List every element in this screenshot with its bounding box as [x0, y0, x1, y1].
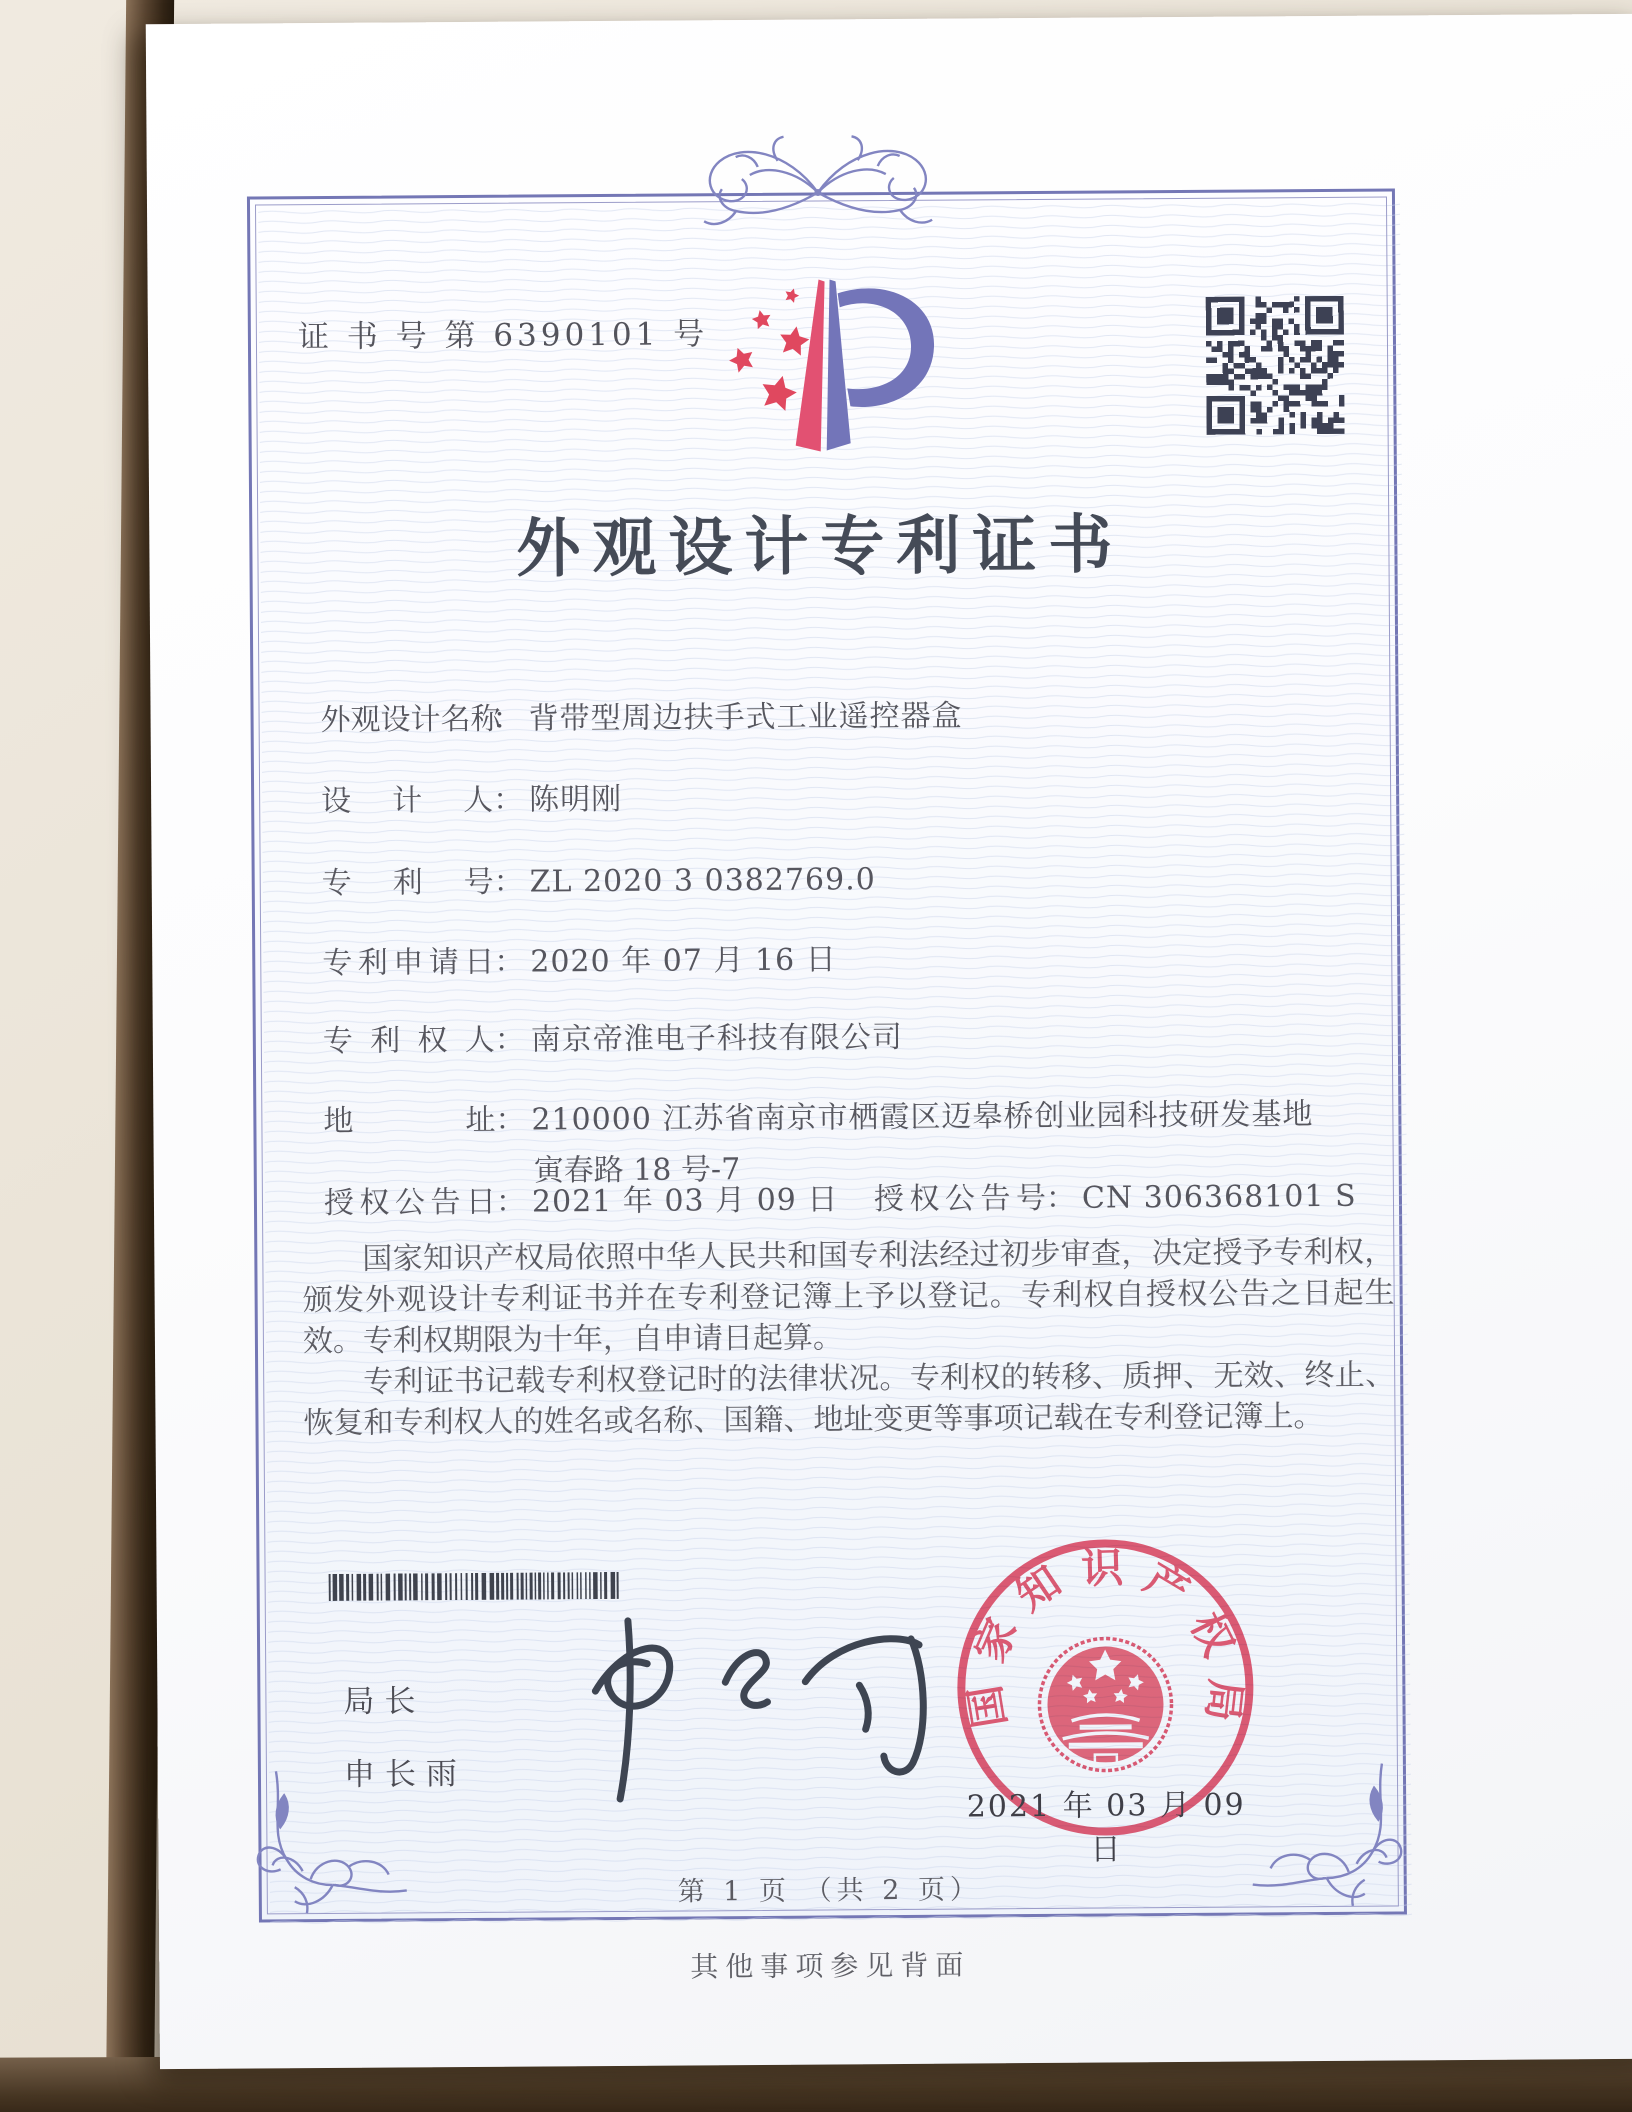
certificate-paper	[146, 14, 1632, 2069]
commissioner-name: 申长雨	[343, 1756, 468, 1793]
field-patentee: 专 利 权 人 ： 南京帝淮电子科技有限公司	[323, 1012, 903, 1060]
field-grant-row	[323, 1174, 1357, 1222]
field-address-line2: 寅春路 18 号-7	[533, 1152, 741, 1189]
commissioner-title: 局长	[343, 1683, 426, 1720]
field-value: CN 306368101 S	[1081, 1178, 1357, 1216]
certificate-title: 外观设计专利证书	[516, 507, 1125, 587]
field-grant-number: 授 权 公 告 号 ： CN 306368101 S	[874, 1171, 1357, 1218]
field-value: 2021 年 03 月 09 日	[531, 1182, 839, 1220]
handwritten-signature	[507, 1609, 938, 1827]
field-address: 地 址 ： 210000 江苏省南京市栖霞区迈皋桥创业园科技研发基地 寅春路 18 号-7	[323, 1089, 1314, 1191]
cnipa-logo-icon	[687, 269, 958, 476]
field-value: 陈明刚	[529, 781, 623, 818]
field-value: 背带型周边扶手式工业遥控器盒	[528, 698, 963, 737]
field-label: 专 利 号	[321, 864, 494, 902]
certificate-number: 证 书 号 第 6390101 号	[297, 316, 709, 356]
field-label: 专 利 权 人	[322, 1022, 495, 1059]
barcode	[329, 1572, 621, 1601]
qr-code	[1206, 296, 1345, 435]
legal-paragraphs	[302, 1232, 1395, 1445]
field-designer: 设 计 人 ： 陈明刚	[321, 774, 622, 820]
seal-arc-text: 国家知识产权局	[959, 1542, 1251, 1732]
field-design-name: 外 观 设 计 名 称 ： 背带型周边扶手式工业遥控器盒	[320, 691, 962, 739]
field-value: 2020 年 07 月 16 日	[530, 942, 837, 980]
field-label: 授 权 公 告 号	[873, 1180, 1047, 1218]
field-value: 210000 江苏省南京市栖霞区迈皋桥创业园科技研发基地	[531, 1097, 1314, 1138]
field-label: 授 权 公 告 日	[323, 1184, 497, 1221]
national-emblem-icon	[1039, 1638, 1172, 1771]
field-grant-date: 授 权 公 告 日 ： 2021 年 03 月 09 日	[324, 1182, 839, 1221]
field-value: ZL 2020 3 0382769.0	[529, 862, 876, 900]
field-label: 专 利 申 请 日	[322, 944, 495, 981]
back-side-note: 其他事项参见背面	[690, 1948, 971, 1984]
field-value: 南京帝淮电子科技有限公司	[530, 1019, 903, 1058]
field-filing-date: 专 利 申 请 日 ： 2020 年 07 月 16 日	[322, 934, 837, 982]
seal-date: 2021 年 03 月 09 日	[966, 1787, 1246, 1868]
field-label: 外 观 设 计 名 称	[320, 701, 501, 739]
top-flourish-ornament	[657, 129, 978, 261]
field-label: 设 计 人	[321, 782, 494, 820]
paragraph-register-statement: 专利证书记载专利权登记时的法律状况。专利权的转移、质押、无效、终止、恢复和专利权人的姓名或名称、国籍、地址变更等事项记载在专利登记簿上。	[303, 1357, 1396, 1442]
field-patent-number: 专 利 号 ： ZL 2020 3 0382769.0	[322, 854, 876, 902]
field-label: 地 址	[323, 1102, 496, 1139]
page-number: 第 1 页 （共 2 页）	[677, 1874, 983, 1908]
paragraph-grant-statement: 国家知识产权局依照中华人民共和国专利法经过初步审查，决定授予专利权，颁发外观设计专利证书并在专利登记簿上予以登记。专利权自授权公告之日起生效。专利权期限为十年，自申请日起算。	[302, 1234, 1395, 1360]
